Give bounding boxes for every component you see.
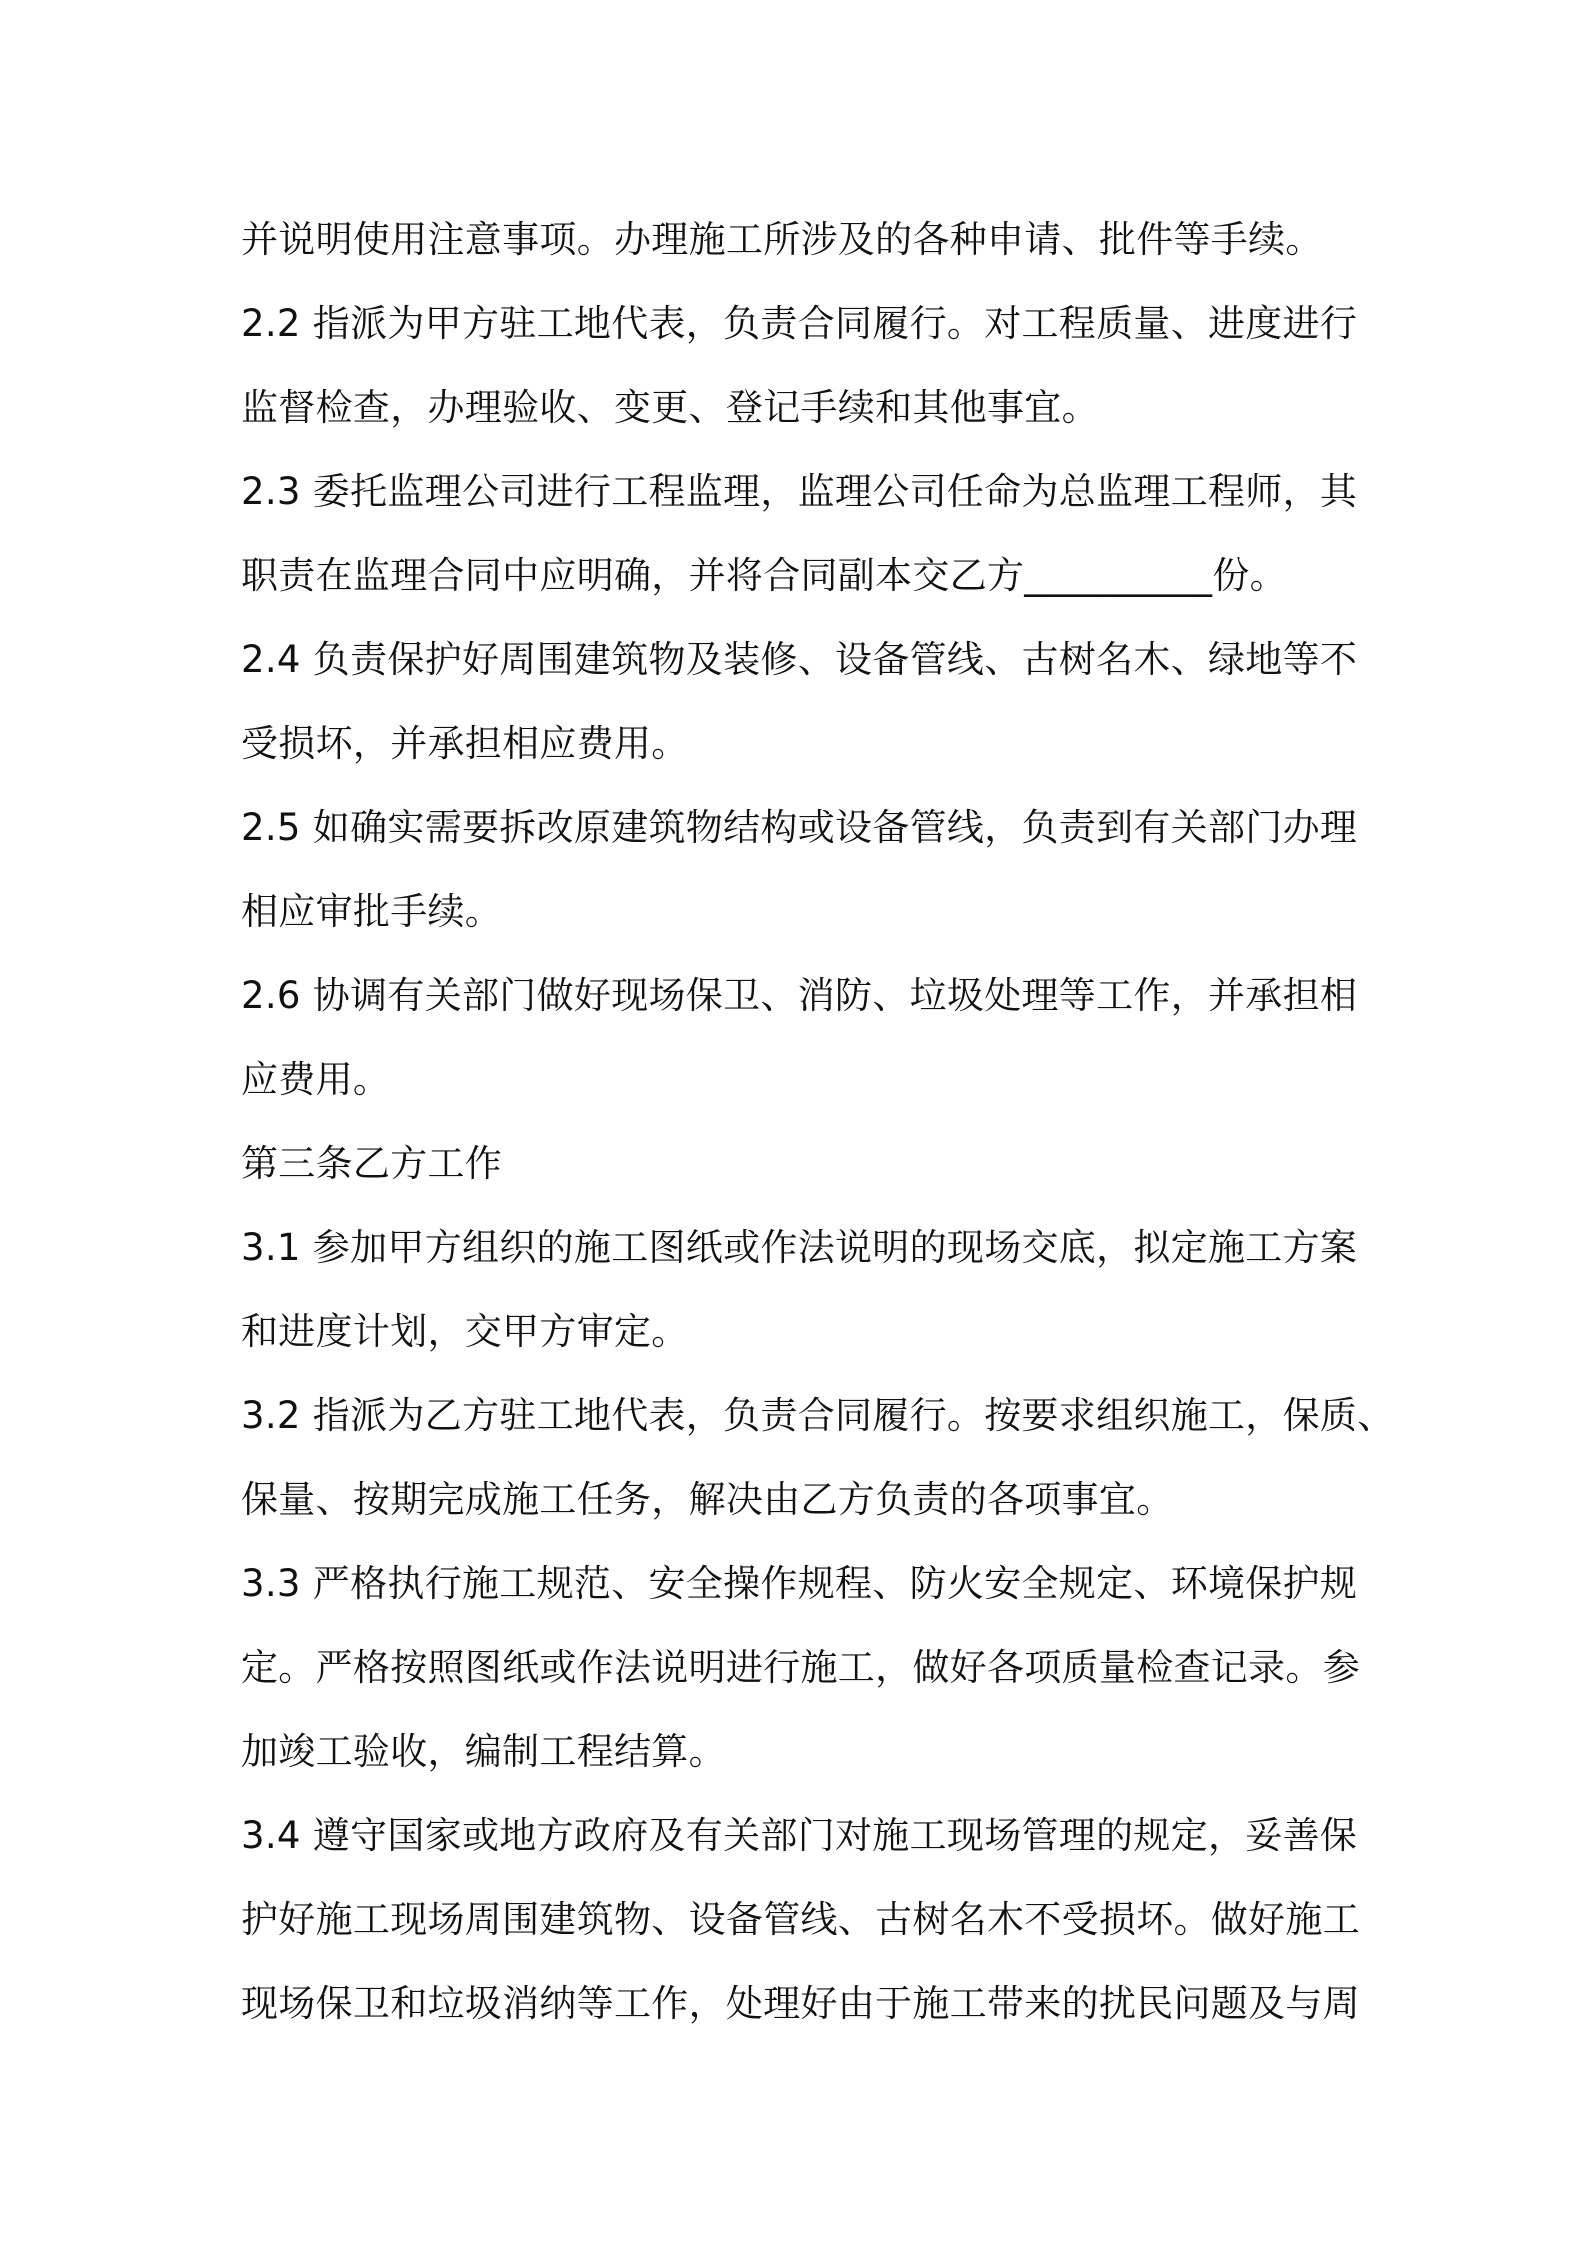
text-line-13: 3.1 参加甲方组织的施工图纸或作法说明的现场交底，拟定施工方案: [241, 1226, 1358, 1269]
text-line-9: 相应审批手续。: [241, 890, 503, 933]
text-line-10: 2.6 协调有关部门做好现场保卫、消防、垃圾处理等工作，并承担相: [241, 974, 1358, 1017]
text-line-16: 保量、按期完成施工任务，解决由乙方负责的各项事宜。: [241, 1478, 1174, 1521]
text-line-5: 职责在监理合同中应明确，并将合同副本交乙方__________份。: [241, 554, 1287, 597]
text-line-15: 3.2 指派为乙方驻工地代表，负责合同履行。按要求组织施工，保质、: [241, 1394, 1395, 1437]
text-line-20: 3.4 遵守国家或地方政府及有关部门对施工现场管理的规定，妥善保: [241, 1814, 1358, 1857]
text-line-2: 2.2 指派为甲方驻工地代表，负责合同履行。对工程质量、进度进行: [241, 302, 1358, 345]
text-line-11: 应费用。: [241, 1058, 391, 1101]
text-line-3: 监督检查，办理验收、变更、登记手续和其他事宜。: [241, 386, 1099, 429]
section-heading: 第三条乙方工作: [241, 1142, 503, 1185]
text-line-14: 和进度计划，交甲方审定。: [241, 1310, 689, 1353]
text-line-6: 2.4 负责保护好周围建筑物及装修、设备管线、古树名木、绿地等不: [241, 638, 1358, 681]
text-line-19: 加竣工验收，编制工程结算。: [241, 1730, 726, 1773]
text-line-8: 2.5 如确实需要拆改原建筑物结构或设备管线，负责到有关部门办理: [241, 806, 1358, 849]
text-line-7: 受损坏，并承担相应费用。: [241, 722, 689, 765]
text-line-22: 现场保卫和垃圾消纳等工作，处理好由于施工带来的扰民问题及与周: [241, 1982, 1360, 2025]
text-line-21: 护好施工现场周围建筑物、设备管线、古树名木不受损坏。做好施工: [241, 1898, 1360, 1941]
text-line-1: 并说明使用注意事项。办理施工所涉及的各种申请、批件等手续。: [241, 218, 1323, 261]
document-body: [241, 198, 1395, 2046]
text-line-4: 2.3 委托监理公司进行工程监理，监理公司任命为总监理工程师，其: [241, 470, 1358, 513]
text-line-17: 3.3 严格执行施工规范、安全操作规程、防火安全规定、环境保护规: [241, 1562, 1358, 1605]
text-line-18: 定。严格按照图纸或作法说明进行施工，做好各项质量检查记录。参: [241, 1646, 1360, 1689]
